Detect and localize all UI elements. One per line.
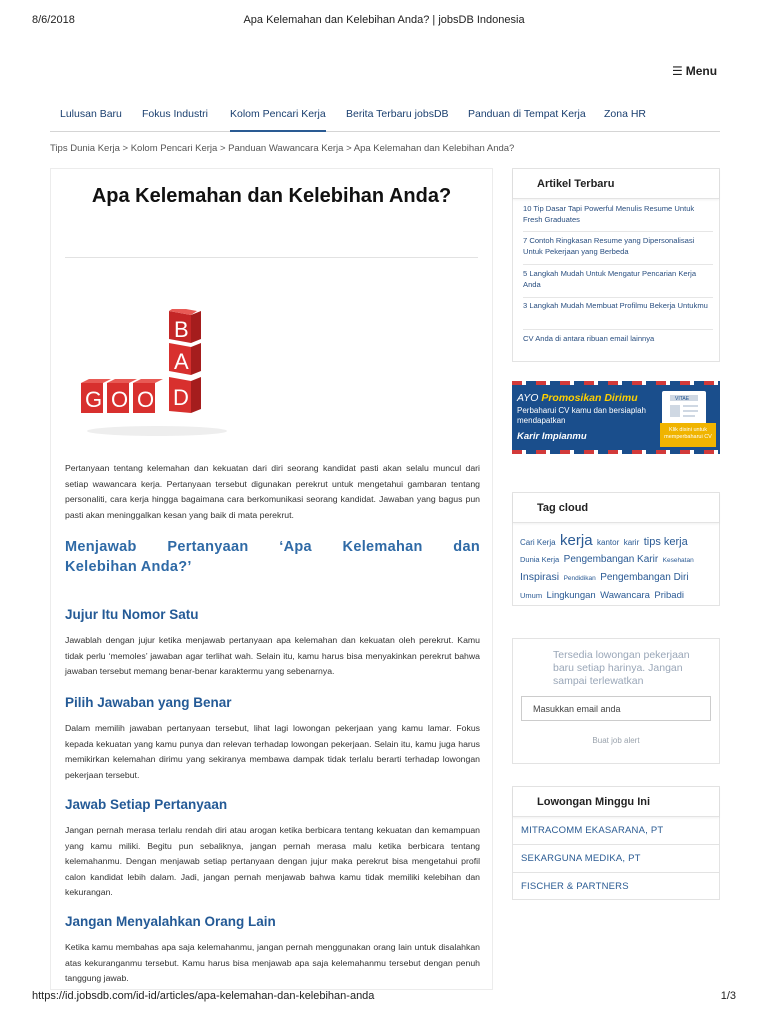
email-input[interactable]: Masukkan email anda — [521, 696, 711, 721]
banner-stripe — [512, 381, 720, 385]
block-letter: A — [174, 349, 189, 374]
menu-label: Menu — [685, 64, 718, 78]
job-listing-link[interactable]: SEKARGUNA MEDIKA, PT — [521, 853, 641, 864]
section-paragraph: Jangan pernah merasa terlalu rendah diri atau arogan ketika berbicara tentang kekuatan dan kemampuan yang kamu miliki. Begitu pun sebaliknya, jangan pernah merasa malu ketika berbicara tentang kelemahanmu. Dengan menjawab setiap pertanyaan dengan jujur maka perekrut bisa mengetahui profil calon kandidat lebih dalam. Jadi, jangan pernah menjawab bahwa kamu tidak memiliki kelebihan dan kekurangan. — [65, 825, 480, 897]
block-letter: D — [173, 385, 189, 410]
print-url: https://id.jobsdb.com/id-id/articles/apa-kelemahan-dan-kelebihan-anda — [32, 990, 375, 1002]
divider — [513, 872, 719, 873]
section-paragraph: Ketika kamu membahas apa saja kelemahanmu, jangan pernah menggunakan orang lain untuk disalahkan atas kekuranganmu tersebut. Kamu harus bisa menjawab apa saja kelemahanmu tersebut dengan penuh tanggung jawab. — [65, 942, 480, 983]
tag-link[interactable]: Pribadi — [654, 590, 684, 601]
banner-cta-button[interactable]: Klik disini untuk memperbaharui CV — [660, 423, 716, 447]
weekly-jobs-box — [512, 786, 720, 900]
hero-image-good-bad-blocks — [77, 309, 227, 439]
tag-link[interactable]: Pengembangan Karir — [563, 554, 659, 565]
create-job-alert-button[interactable]: Buat job alert — [592, 736, 640, 745]
banner-highlight: Promosikan Dirimu — [541, 392, 638, 404]
recent-articles-heading: Artikel Terbaru — [513, 169, 719, 199]
article-card — [50, 168, 493, 990]
banner-word: AYO — [517, 392, 539, 404]
tab-panduan-tempat-kerja[interactable]: Panduan di Tempat Kerja — [468, 108, 586, 120]
banner-headline — [517, 392, 638, 404]
recent-article-link[interactable]: 5 Langkah Mudah Untuk Mengatur Pencarian Kerja Anda — [523, 269, 713, 298]
print-footer — [32, 990, 736, 1006]
recent-article-link[interactable]: 10 Tip Dasar Tapi Powerful Menulis Resume Untuk Fresh Graduates — [523, 204, 713, 232]
tag-link[interactable]: Dunia Kerja — [520, 555, 560, 564]
tag-link[interactable]: Kesehatan — [662, 557, 694, 564]
promo-banner[interactable] — [512, 381, 720, 454]
breadcrumb-current: Apa Kelemahan dan Kelebihan Anda? — [353, 143, 515, 154]
banner-stripe — [512, 450, 720, 454]
section-paragraph: Jawablah dengan jujur ketika menjawab pertanyaan apa kelemahan dan kekuatan oleh perekrut. Kamu tidak perlu ‘memoles’ jawaban agar terlihat wah. Selain itu, kamu harus bisa menyakinkan perekrut bahwa jawaban tersebut memang benar-benar karaktermu yang sebenarnya. — [65, 635, 480, 676]
tag-link[interactable]: karir — [623, 538, 640, 547]
job-listing-link[interactable]: MITRACOMM EKASARANA, PT — [521, 825, 664, 836]
block-letter: G — [85, 387, 103, 412]
tag-cloud — [520, 533, 713, 603]
breadcrumb-item[interactable]: Kolom Pencari Kerja — [130, 143, 218, 154]
block-letter: O — [137, 387, 155, 412]
tab-berita-terbaru[interactable]: Berita Terbaru jobsDB — [346, 108, 449, 120]
recent-articles-box — [512, 168, 720, 362]
banner-tagline: Karir Impianmu — [517, 431, 587, 442]
tag-link[interactable]: Pengembangan Diri — [600, 572, 689, 583]
tag-link[interactable]: kerja — [560, 532, 593, 549]
tab-zona-hr[interactable]: Zona HR — [604, 108, 647, 120]
job-alert-box — [512, 638, 720, 764]
subheading: Jangan Menyalahkan Orang Lain — [65, 914, 276, 929]
breadcrumb-item[interactable]: Panduan Wawancara Kerja — [228, 143, 344, 154]
heading-line: Kelebihan Anda?’ — [65, 559, 192, 575]
print-page-number: 1/3 — [720, 990, 736, 1002]
tag-link[interactable]: Pendidikan — [563, 575, 596, 582]
block-letter: O — [111, 387, 129, 412]
hamburger-icon: ☰ — [672, 64, 683, 78]
recent-article-link[interactable]: 3 Langkah Mudah Membuat Profilmu Bekerja Untukmu — [523, 301, 713, 330]
blocks-illustration — [77, 309, 227, 439]
subheading: Jujur Itu Nomor Satu — [65, 607, 199, 622]
tag-link[interactable]: tips kerja — [643, 536, 688, 548]
category-nav — [50, 100, 720, 132]
tag-link[interactable]: Inspirasi — [520, 571, 560, 583]
job-alert-promo: Tersedia lowongan pekerjaan baru setiap harinya. Jangan sampai terlewatkan — [553, 649, 690, 687]
job-listing-link[interactable]: FISCHER & PARTNERS — [521, 881, 629, 892]
tag-link[interactable]: Umum — [520, 591, 543, 600]
intro-paragraph: Pertanyaan tentang kelemahan dan kekuatan dari diri seorang kandidat pasti akan selalu muncul dari setiap wawancara kerja. Pertanyaan tersebut digunakan perekrut untuk mengetahui gambaran tentang personaliti, cara kerja hingga bagaimana cara berkomunikasi seorang kandidat. Jawaban yang bagus pun pasti akan meninggalkan kesan yang baik di mata perekrut. — [65, 463, 480, 520]
tag-link[interactable]: Cari Kerja — [520, 538, 556, 547]
cv-document-graphic — [662, 391, 706, 427]
tab-kolom-pencari-kerja[interactable]: Kolom Pencari Kerja — [230, 108, 326, 132]
doc-label: VITAE — [675, 396, 690, 402]
heading-line: Menjawab Pertanyaan ‘Apa Kelemahan dan — [65, 539, 480, 555]
tab-fokus-industri[interactable]: Fokus Industri — [142, 108, 208, 120]
menu-button[interactable] — [672, 64, 717, 78]
weekly-jobs-heading: Lowongan Minggu Ini — [513, 787, 719, 817]
recent-article-link[interactable]: 7 Contoh Ringkasan Resume yang Dipersonalisasi Untuk Pekerjaan yang Berbeda — [523, 236, 713, 265]
subheading: Pilih Jawaban yang Benar — [65, 695, 232, 710]
article-title: Apa Kelemahan dan Kelebihan Anda? — [91, 185, 452, 207]
divider — [513, 844, 719, 845]
section-paragraph: Dalam memilih jawaban pertanyaan tersebut, lihat lagi lowongan pekerjaan yang kamu lamar. Fokus kepada kekuatan yang kamu punya dan relevan terhadap lowongan pekerjaan. Selain itu, kamu juga harus memikirkan kelemahan dirimu yang sekiranya membawa dampak tidak terlalu berarti terhadap lowongan pekerjaan tersebut. — [65, 723, 480, 780]
breadcrumb: Tips Dunia Kerja > Kolom Pencari Kerja > Panduan Wawancara Kerja > Apa Kelemahan dan Kelebihan Anda? — [50, 143, 515, 154]
tag-cloud-heading: Tag cloud — [513, 493, 719, 523]
tag-cloud-box — [512, 492, 720, 606]
print-title: Apa Kelemahan dan Kelebihan Anda? | jobsDB Indonesia — [243, 14, 525, 26]
section-heading-main — [65, 537, 480, 577]
block-letter: B — [174, 317, 189, 342]
banner-subtext: Perbaharui CV kamu dan bersiaplah mendapatkan — [517, 406, 646, 425]
subheading: Jawab Setiap Pertanyaan — [65, 797, 228, 812]
print-header — [32, 14, 736, 30]
tab-lulusan-baru[interactable]: Lulusan Baru — [60, 108, 122, 120]
tag-link[interactable]: kantor — [597, 538, 620, 547]
print-date: 8/6/2018 — [32, 14, 75, 26]
tag-link[interactable]: Wawancara — [600, 590, 650, 601]
tag-link[interactable]: Lingkungan — [546, 590, 596, 601]
title-divider — [65, 257, 478, 258]
cv-document-icon — [662, 391, 706, 427]
recent-article-link[interactable]: CV Anda di antara ribuan email lainnya — [523, 334, 655, 343]
breadcrumb-item[interactable]: Tips Dunia Kerja — [50, 143, 120, 154]
